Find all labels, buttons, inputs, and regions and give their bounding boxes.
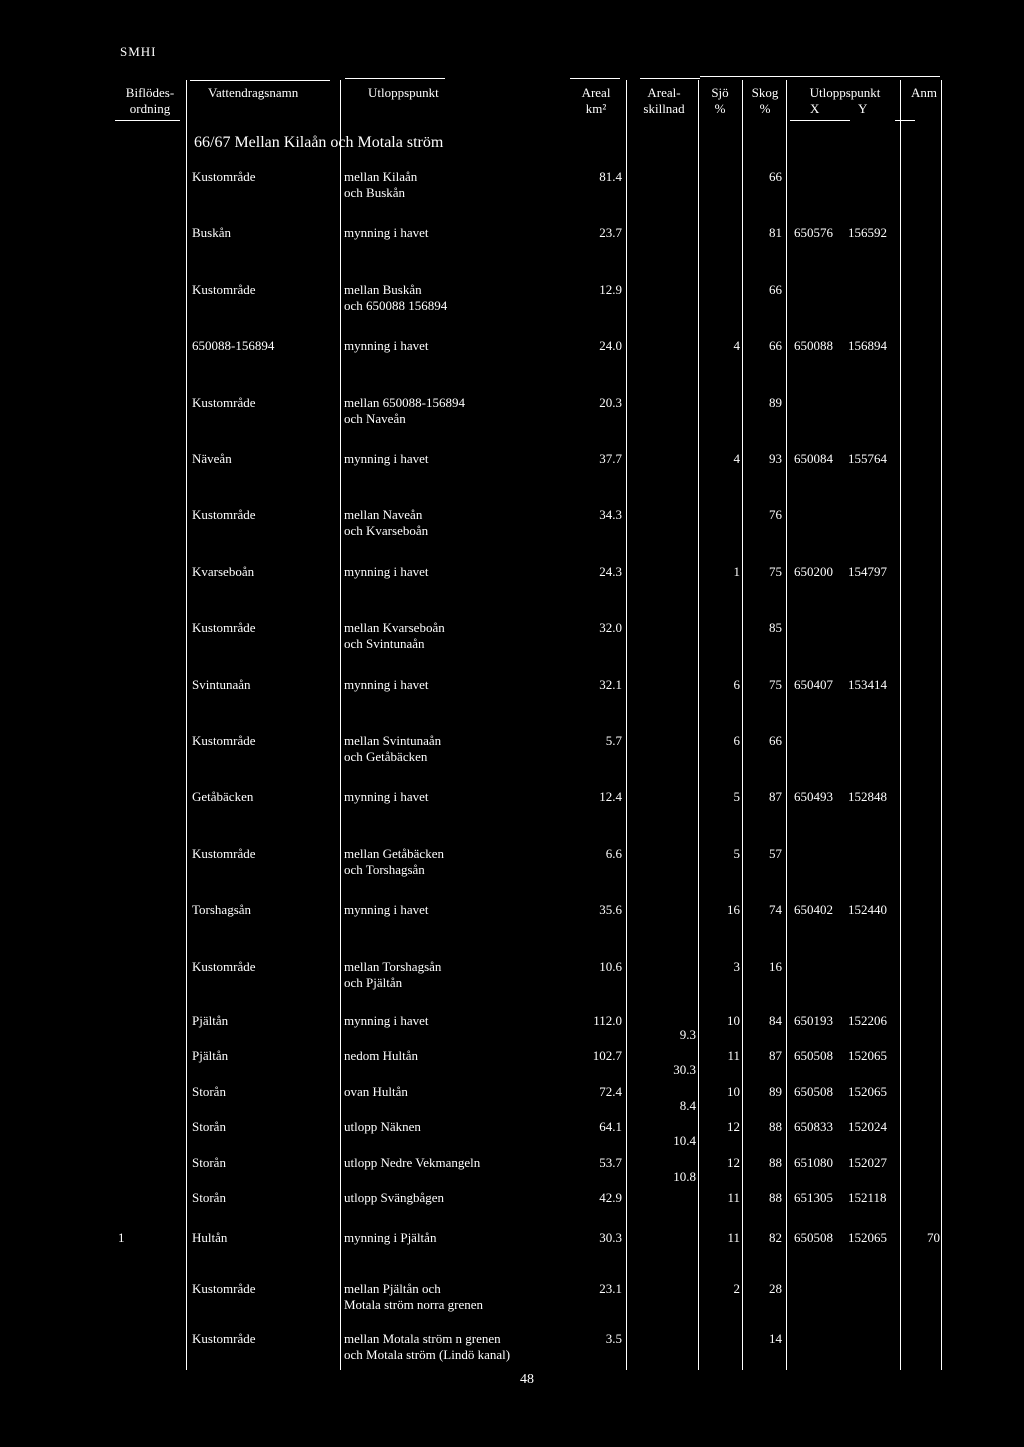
row-name: Kustområde bbox=[192, 958, 256, 974]
row-forest: 93 bbox=[769, 451, 782, 466]
row-y: 152848 bbox=[848, 789, 887, 805]
tail-row-name: Kustområde bbox=[192, 1281, 256, 1296]
row-name: Getåbäcken bbox=[192, 789, 254, 805]
row-forest: 75 bbox=[769, 563, 782, 579]
row-y: 156894 bbox=[848, 338, 887, 354]
tail-row-forest: 28 bbox=[769, 1281, 782, 1296]
row-lake: 1 bbox=[733, 563, 740, 579]
row-name: Kustområde bbox=[192, 281, 256, 297]
col-anm: Anm bbox=[911, 85, 937, 100]
group-row-forest: 88 bbox=[769, 1190, 782, 1205]
row-name: Kustområde bbox=[192, 507, 256, 523]
group-row-outlet: nedom Hultån bbox=[344, 1048, 419, 1064]
row-name: Kustområde bbox=[192, 620, 256, 636]
col-koord-y: Y bbox=[858, 101, 868, 116]
row-x: 650084 bbox=[794, 451, 833, 466]
group-row-y: 152024 bbox=[848, 1119, 887, 1135]
row-forest: 85 bbox=[769, 620, 782, 636]
row-outlet: mynning i havet bbox=[344, 676, 429, 692]
group-row-name: Storån bbox=[192, 1083, 226, 1099]
group-row-lake: 12 bbox=[727, 1119, 740, 1135]
col-sjo-2: % bbox=[714, 101, 726, 116]
row-x: 650402 bbox=[794, 902, 833, 918]
group-row-name: Pjältån bbox=[192, 1013, 229, 1028]
col-skog-1: Skog bbox=[751, 85, 779, 100]
row-forest: 66 bbox=[769, 338, 782, 354]
area-diff: 10.4 bbox=[673, 1133, 696, 1149]
tail-row-forest: 14 bbox=[769, 1331, 782, 1346]
col-areal-1: Areal bbox=[581, 85, 611, 100]
row-area: 24.0 bbox=[599, 338, 622, 354]
row-name: Kustområde bbox=[192, 733, 256, 748]
row-area: 12.4 bbox=[599, 789, 622, 805]
tail-row-forest: 82 bbox=[769, 1230, 782, 1245]
col-bifl-1: Biflödes- bbox=[125, 85, 175, 100]
row-forest: 74 bbox=[769, 902, 782, 918]
group-row-y: 152206 bbox=[848, 1013, 887, 1028]
row-outlet: mynning i havet bbox=[344, 451, 429, 466]
row-outlet-2: och Naveån bbox=[344, 410, 406, 426]
row-area: 32.1 bbox=[599, 676, 622, 692]
row-area: 6.6 bbox=[605, 845, 622, 861]
row-area: 37.7 bbox=[599, 451, 622, 466]
col-namn: Vattendragsnamn bbox=[208, 85, 299, 100]
tail-row-outlet-2: Motala ström norra grenen bbox=[344, 1297, 483, 1312]
row-y: 156592 bbox=[848, 225, 887, 241]
row-outlet: mellan Svintunaån bbox=[344, 733, 442, 748]
tail-row-lake: 2 bbox=[733, 1281, 740, 1296]
row-lake: 6 bbox=[733, 676, 740, 692]
group-row-outlet: utlopp Näknen bbox=[344, 1119, 421, 1135]
col-koord-x: X bbox=[810, 101, 820, 116]
group-row-forest: 84 bbox=[769, 1013, 782, 1028]
row-area: 20.3 bbox=[599, 394, 622, 410]
group-row-forest: 88 bbox=[769, 1119, 782, 1135]
row-name: Näveån bbox=[192, 451, 232, 466]
row-lake: 6 bbox=[733, 733, 740, 748]
col-areal-2: km² bbox=[585, 101, 607, 116]
tail-row-outlet: mellan Pjältån och bbox=[344, 1281, 441, 1296]
group-row-area: 42.9 bbox=[599, 1190, 622, 1205]
group-row-x: 650193 bbox=[794, 1013, 833, 1028]
area-diff: 10.8 bbox=[673, 1168, 696, 1184]
tail-row-y: 152065 bbox=[848, 1230, 887, 1245]
row-forest: 89 bbox=[769, 394, 782, 410]
row-x: 650407 bbox=[794, 676, 833, 692]
row-forest: 66 bbox=[769, 281, 782, 297]
row-outlet: mellan Kvarseboån bbox=[344, 620, 445, 636]
tail-row-area: 30.3 bbox=[599, 1230, 622, 1245]
area-diff: 9.3 bbox=[679, 1027, 696, 1042]
row-outlet: mynning i havet bbox=[344, 789, 429, 805]
group-row-x: 650508 bbox=[794, 1083, 833, 1099]
row-x: 650088 bbox=[794, 338, 833, 354]
row-outlet: mynning i havet bbox=[344, 338, 429, 354]
row-lake: 5 bbox=[733, 845, 740, 861]
tail-row-note: 70 bbox=[927, 1230, 940, 1245]
group-row-forest: 87 bbox=[769, 1048, 782, 1064]
row-area: 12.9 bbox=[599, 281, 622, 297]
col-arealsk-1: Areal- bbox=[647, 85, 681, 100]
row-outlet-2: och Kvarseboån bbox=[344, 523, 429, 539]
group-row-area: 102.7 bbox=[592, 1048, 622, 1064]
col-koord-1: Utloppspunkt bbox=[809, 85, 881, 100]
page-number: 48 bbox=[520, 1372, 534, 1387]
group-row-area: 53.7 bbox=[599, 1154, 622, 1170]
group-row-outlet: utlopp Svängbågen bbox=[344, 1190, 445, 1205]
col-arealsk-2: skillnad bbox=[643, 101, 685, 116]
group-row-x: 650508 bbox=[794, 1048, 833, 1064]
group-row-y: 152065 bbox=[848, 1083, 887, 1099]
row-outlet: mellan Naveån bbox=[344, 507, 423, 523]
group-row-name: Storån bbox=[192, 1190, 226, 1205]
row-outlet: mellan Kilaån bbox=[344, 169, 418, 184]
row-x: 650493 bbox=[794, 789, 833, 805]
row-area: 32.0 bbox=[599, 620, 622, 636]
row-outlet: mellan 650088-156894 bbox=[344, 394, 465, 410]
row-forest: 75 bbox=[769, 676, 782, 692]
row-outlet: mellan Torshagsån bbox=[344, 958, 442, 974]
row-outlet-2: och Torshagsån bbox=[344, 861, 425, 877]
group-row-name: Storån bbox=[192, 1119, 226, 1135]
section-title: 66/67 Mellan Kilaån och Motala ström bbox=[194, 134, 444, 151]
tail-row-outlet: mynning i Pjältån bbox=[344, 1230, 437, 1245]
row-area: 5.7 bbox=[605, 733, 622, 748]
row-outlet-2: och 650088 156894 bbox=[344, 297, 448, 313]
col-bifl-2: ordning bbox=[129, 101, 171, 116]
group-row-outlet: mynning i havet bbox=[344, 1013, 429, 1028]
row-outlet-2: och Buskån bbox=[344, 185, 406, 200]
row-forest: 81 bbox=[769, 225, 782, 241]
row-x: 650576 bbox=[794, 225, 833, 241]
group-row-name: Storån bbox=[192, 1154, 226, 1170]
row-name: Torshagsån bbox=[192, 902, 252, 918]
group-row-area: 112.0 bbox=[593, 1013, 622, 1028]
col-skog-2: % bbox=[759, 101, 771, 116]
row-y: 153414 bbox=[848, 676, 887, 692]
row-outlet: mynning i havet bbox=[344, 902, 429, 918]
row-outlet: mynning i havet bbox=[344, 225, 429, 241]
group-row-y: 152027 bbox=[848, 1154, 887, 1170]
row-lake: 4 bbox=[733, 338, 740, 354]
row-forest: 16 bbox=[769, 958, 782, 974]
tail-row-x: 650508 bbox=[794, 1230, 833, 1245]
row-name: Kustområde bbox=[192, 169, 256, 184]
row-outlet: mellan Buskån bbox=[344, 281, 422, 297]
row-forest: 66 bbox=[769, 169, 782, 184]
group-row-lake: 10 bbox=[727, 1013, 740, 1028]
col-utlopp: Utloppspunkt bbox=[368, 85, 439, 100]
group-row-forest: 89 bbox=[769, 1083, 782, 1099]
row-name: Svintunaån bbox=[192, 676, 251, 692]
row-area: 81.4 bbox=[599, 169, 622, 184]
group-row-y: 152118 bbox=[848, 1190, 887, 1205]
row-lake: 4 bbox=[733, 451, 740, 466]
tail-row-name: Hultån bbox=[192, 1230, 228, 1245]
row-outlet-2: och Getåbäcken bbox=[344, 749, 428, 764]
group-row-outlet: ovan Hultån bbox=[344, 1083, 408, 1099]
group-row-area: 72.4 bbox=[599, 1083, 622, 1099]
row-outlet: mellan Getåbäcken bbox=[344, 845, 444, 861]
tail-row-area: 23.1 bbox=[599, 1281, 622, 1296]
group-row-area: 64.1 bbox=[599, 1119, 622, 1135]
row-area: 35.6 bbox=[599, 902, 622, 918]
group-row-x: 651305 bbox=[794, 1190, 833, 1205]
row-name: Kvarseboån bbox=[192, 563, 255, 579]
row-outlet: mynning i havet bbox=[344, 563, 429, 579]
row-lake: 3 bbox=[733, 958, 740, 974]
row-name: Kustområde bbox=[192, 394, 256, 410]
tail-row-outlet-2: och Motala ström (Lindö kanal) bbox=[344, 1347, 511, 1362]
row-lake: 16 bbox=[727, 902, 740, 918]
row-name: 650088-156894 bbox=[192, 338, 275, 354]
group-row-lake: 11 bbox=[727, 1190, 740, 1205]
row-y: 152440 bbox=[848, 902, 887, 918]
tail-row-order: 1 bbox=[118, 1230, 125, 1245]
row-forest: 57 bbox=[769, 845, 782, 861]
tail-row-outlet: mellan Motala ström n grenen bbox=[344, 1331, 501, 1346]
row-forest: 87 bbox=[769, 789, 782, 805]
row-forest: 66 bbox=[769, 733, 782, 748]
area-diff: 8.4 bbox=[679, 1097, 696, 1113]
row-area: 34.3 bbox=[599, 507, 622, 523]
row-outlet-2: och Svintunaån bbox=[344, 636, 425, 652]
row-x: 650200 bbox=[794, 563, 833, 579]
tail-row-area: 3.5 bbox=[605, 1331, 622, 1346]
tail-row-name: Kustområde bbox=[192, 1331, 256, 1346]
tail-row-lake: 11 bbox=[727, 1230, 740, 1245]
row-outlet-2: och Pjältån bbox=[344, 974, 403, 990]
row-area: 23.7 bbox=[599, 225, 622, 241]
col-sjo-1: Sjö bbox=[711, 85, 729, 100]
group-row-x: 650833 bbox=[794, 1119, 833, 1135]
group-row-lake: 11 bbox=[727, 1048, 740, 1064]
group-row-lake: 12 bbox=[727, 1154, 740, 1170]
area-diff: 30.3 bbox=[673, 1062, 696, 1078]
group-row-y: 152065 bbox=[848, 1048, 887, 1064]
group-row-forest: 88 bbox=[769, 1154, 782, 1170]
page-header-label: SMHI bbox=[120, 44, 157, 59]
row-name: Buskån bbox=[192, 225, 231, 241]
row-y: 154797 bbox=[848, 563, 887, 579]
row-forest: 76 bbox=[769, 507, 782, 523]
row-y: 155764 bbox=[848, 451, 887, 466]
row-area: 10.6 bbox=[599, 958, 622, 974]
group-row-lake: 10 bbox=[727, 1083, 740, 1099]
row-lake: 5 bbox=[733, 789, 740, 805]
group-row-name: Pjältån bbox=[192, 1048, 229, 1064]
row-name: Kustområde bbox=[192, 845, 256, 861]
row-area: 24.3 bbox=[599, 563, 622, 579]
group-row-outlet: utlopp Nedre Vekmangeln bbox=[344, 1154, 481, 1170]
group-row-x: 651080 bbox=[794, 1154, 833, 1170]
